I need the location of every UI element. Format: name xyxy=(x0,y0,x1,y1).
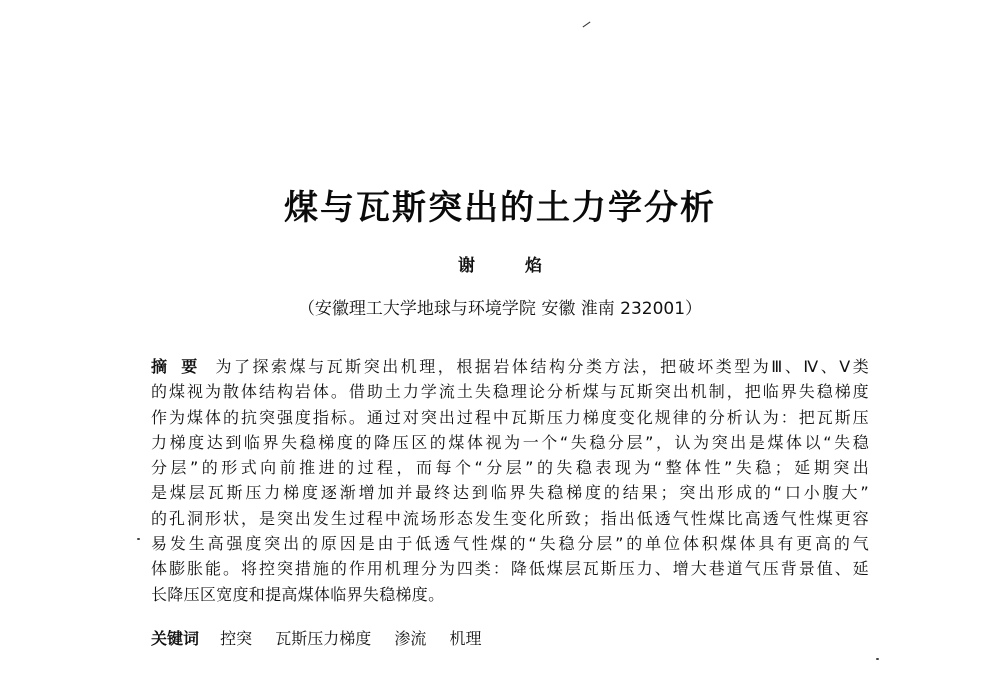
scan-speck xyxy=(137,538,140,540)
keyword: 控突 xyxy=(220,629,253,648)
abstract-line: 体膨胀能。将控突措施的作用机理分为四类：降低煤层瓦斯压力、增大巷道气压背景值、延 xyxy=(151,559,869,579)
abstract-line: 是煤层瓦斯压力梯度逐渐增加并最终达到临界失稳梯度的结果；突出形成的“口小腹大” xyxy=(151,483,869,503)
abstract-line xyxy=(151,354,869,379)
abstract-line: 易发生高强度突出的原因是由于低透气性煤的“失稳分层”的单位体积煤体具有更高的气 xyxy=(151,534,869,554)
keywords-label: 关键词 xyxy=(151,629,200,648)
keyword: 瓦斯压力梯度 xyxy=(275,629,372,648)
paper-title: 煤与瓦斯突出的土力学分析 xyxy=(284,188,716,228)
abstract-line: 力梯度达到临界失稳梯度的降压区的煤体视为一个“失稳分层”，认为突出是煤体以“失稳 xyxy=(151,432,869,452)
author-affiliation: （安徽理工大学地球与环境学院 安徽 淮南 232001） xyxy=(297,299,703,319)
abstract-line: 的孔洞形状，是突出发生过程中流场形态发生变化所致；指出低透气性煤比高透气性煤更容 xyxy=(151,508,869,528)
keyword: 渗流 xyxy=(394,629,427,648)
abstract-line: 的煤视为散体结构岩体。借助土力学流土失稳理论分析煤与瓦斯突出机制，把临界失稳梯度 xyxy=(151,382,869,402)
scan-mark xyxy=(583,22,591,28)
author-name: 谢 焰 xyxy=(458,256,542,276)
abstract-text: 为了探索煤与瓦斯突出机理，根据岩体结构分类方法，把破坏类型为Ⅲ、Ⅳ、Ⅴ类 xyxy=(215,357,869,376)
abstract-line: 作为煤体的抗突强度指标。通过对突出过程中瓦斯压力梯度变化规律的分析认为：把瓦斯压 xyxy=(151,407,869,427)
abstract-line: 长降压区宽度和提高煤体临界失稳梯度。 xyxy=(151,584,445,604)
keywords-line xyxy=(151,627,499,651)
abstract-line: 分层”的形式向前推进的过程，而每个“分层”的失稳表现为“整体性”失稳；延期突出 xyxy=(151,458,869,478)
abstract-label: 摘要 xyxy=(151,357,212,376)
keyword: 机理 xyxy=(449,629,482,648)
scan-speck xyxy=(876,658,879,660)
abstract-block xyxy=(151,354,869,607)
